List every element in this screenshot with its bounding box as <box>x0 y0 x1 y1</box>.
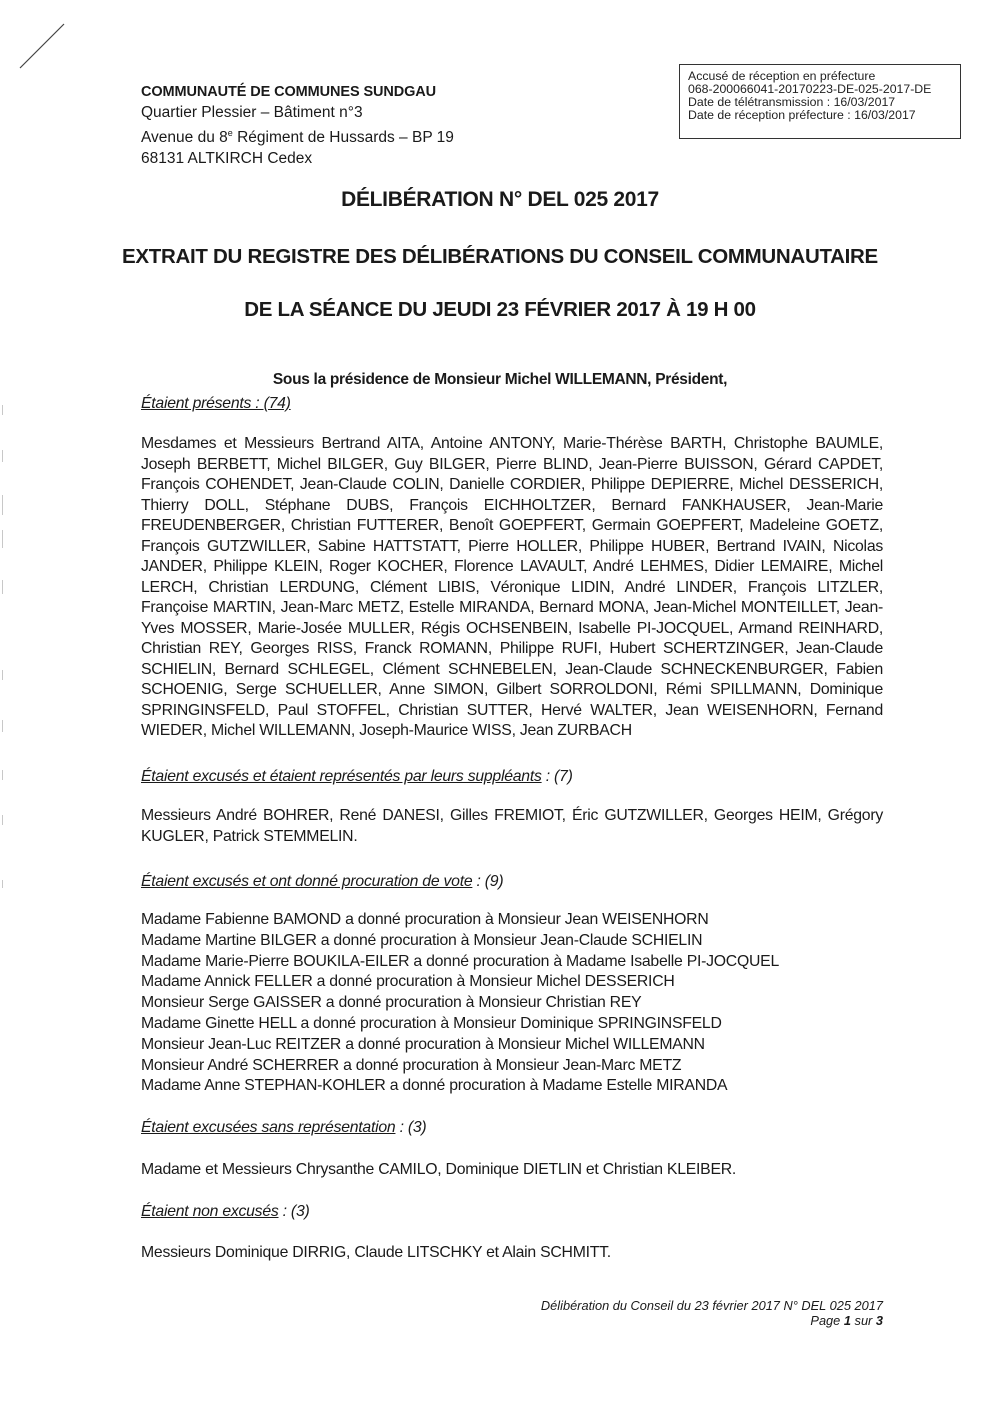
scan-artifacts <box>0 350 10 950</box>
substitutes-count: : (7) <box>541 768 573 785</box>
present-members-list: Mesdames et Messieurs Bertrand AITA, Antoine ANTONY, Marie-Thérèse BARTH, Christophe BAUMLE, Joseph BERBETT, Michel BILGER, Guy BILGER, Pierre BLIND, Jean-Pierre BUISSON, Gérard CAPDET, François COHENDET, Jean-Claude COLIN, Danielle CORDIER, Philippe DEPIERRE, Michel DESSERICH, Thierry DOLL, Stéphane DUBS, François EICHHOLTZER, Bernard FANKHAUSER, Jean-Marie FREUDENBERGER, Christian FUTTERER, Benoît GOEPFERT, Germain GOEPFERT, Madeleine GOETZ, François GUTZWILLER, Sabine HATTSTATT, Pierre HOLLER, Philippe HUBER, Bertrand IVAIN, Nicolas JANDER, Philippe KLEIN, Roger KOCHER, Florence LAVAULT, André LEHMES, Didier LEMAIRE, Michel LERCH, Christian LERDUNG, Clément LIBIS, Véronique LIDIN, André LINDER, François LITZLER, Françoise MARTIN, Jean-Marc METZ, Estelle MIRANDA, Bernard MONA, Jean-Michel MONTEILLET, Jean-Yves MOSSER, Marie-Josée MULLER, Régis OCHSENBEIN, Isabelle PI-JOCQUEL, Armand REINHARD, Christian REY, Georges RISS, Franck ROMANN, Philippe RUFI, Hubert SCHERTZINGER, Jean-Claude SCHIELIN, Bernard SCHLEGEL, Clément SCHNEBELEN, Jean-Claude SCHNECKENBURGER, Fabien SCHOENIG, Serge SCHUELLER, Anne SIMON, Gilbert SORROLDONI, Rémi SPILLMANN, Dominique SPRINGINSFELD, Paul STOFFEL, Christian SUTTER, Hervé WALTER, Jean WEISENHORN, Fernand WIEDER, Michel WILLEMANN, Joseph-Maurice WISS, Jean ZURBACH <box>141 435 883 739</box>
section-not-excused-heading <box>141 1202 883 1223</box>
stamp-reference-number: 068-200066041-20170223-DE-025-2017-DE <box>688 82 932 96</box>
address-ordinal-superscript: e <box>227 128 233 138</box>
excused-no-rep-list: Madame et Messieurs Chrysanthe CAMILO, Dominique DIETLIN et Christian KLEIBER. <box>141 1161 737 1178</box>
proxy-item: Monsieur André SCHERRER a donné procuration à Monsieur Jean-Marc METZ <box>141 1056 682 1074</box>
prefecture-receipt-stamp <box>679 64 961 139</box>
stamp-transmission-date: Date de télétransmission : 16/03/2017 <box>688 95 896 109</box>
organization-address-block <box>141 82 454 169</box>
footer-reference: Délibération du Conseil du 23 février 2017 N° DEL 025 2017 <box>540 1298 883 1313</box>
proxy-item: Madame Fabienne BAMOND a donné procuration à Monsieur Jean WEISENHORN <box>141 911 709 928</box>
proxy-item: Madame Annick FELLER a donné procuration à Monsieur Michel DESSERICH <box>141 973 675 991</box>
not-excused-list: Messieurs Dominique DIRRIG, Claude LITSCHKY et Alain SCHMITT. <box>141 1244 611 1261</box>
pen-stroke-mark <box>18 22 66 70</box>
page-current: 1 <box>843 1313 851 1328</box>
address-line-2-end: Régiment de Hussards – BP 19 <box>232 129 454 147</box>
not-excused-count: : (3) <box>278 1203 310 1220</box>
presidency-line: Sous la présidence de Monsieur Michel WILLEMANN, Président, <box>272 371 728 388</box>
proxy-item: Monsieur Serge GAISSER a donné procuration à Monsieur Christian REY <box>141 994 642 1012</box>
address-line-1: Quartier Plessier – Bâtiment n°3 <box>141 103 363 121</box>
not-excused-heading: Étaient non excusés <box>141 1203 279 1220</box>
excused-no-rep-count: : (3) <box>395 1119 427 1136</box>
proxy-item: Madame Marie-Pierre BOUKILA-EILER a donné procuration à Madame Isabelle PI-JOCQUEL <box>141 952 779 970</box>
excused-no-rep-heading: Étaient excusées sans représentation <box>141 1119 396 1136</box>
proxy-item: Madame Anne STEPHAN-KOHLER a donné procuration à Madame Estelle MIRANDA <box>141 1077 728 1095</box>
address-line-2 <box>141 123 454 149</box>
section-present-heading <box>141 394 883 415</box>
register-extract-title: EXTRAIT DU REGISTRE DES DÉLIBÉRATIONS DU CONSEIL COMMUNAUTAIRE <box>122 245 878 268</box>
deliberation-number-title: DÉLIBÉRATION N° DEL 025 2017 <box>341 188 659 211</box>
section-substitutes-heading <box>141 767 883 788</box>
page-footer <box>541 1298 883 1328</box>
stamp-reception-date: Date de réception préfecture : 16/03/2017 <box>688 108 916 122</box>
address-line-2-start: Avenue du 8 <box>141 129 228 147</box>
proxies-count: : (9) <box>472 873 504 890</box>
page-of-label: sur <box>850 1313 876 1328</box>
proxies-list <box>141 910 883 1097</box>
page-total: 3 <box>875 1313 883 1328</box>
proxy-item: Madame Martine BILGER a donné procuration à Monsieur Jean-Claude SCHIELIN <box>141 931 703 949</box>
page-label: Page <box>810 1313 844 1328</box>
organization-name: COMMUNAUTÉ DE COMMUNES SUNDGAU <box>141 84 437 100</box>
section-proxies-heading <box>141 872 883 893</box>
proxy-item: Monsieur Jean-Luc REITZER a donné procuration à Monsieur Michel WILLEMANN <box>141 1035 705 1053</box>
proxies-heading: Étaient excusés et ont donné procuration de vote <box>141 873 473 890</box>
present-heading: Étaient présents : (74) <box>141 395 291 412</box>
substitutes-list: Messieurs André BOHRER, René DANESI, Gilles FREMIOT, Éric GUTZWILLER, Georges HEIM, Grégory KUGLER, Patrick STEMMELIN. <box>141 807 883 845</box>
session-date-title: DE LA SÉANCE DU JEUDI 23 FÉVRIER 2017 À 19 H 00 <box>244 298 756 321</box>
stamp-line-1: Accusé de réception en préfecture <box>688 69 876 83</box>
proxy-item: Madame Ginette HELL a donné procuration à Monsieur Dominique SPRINGINSFELD <box>141 1014 722 1032</box>
address-line-3: 68131 ALTKIRCH Cedex <box>141 149 313 167</box>
substitutes-heading: Étaient excusés et étaient représentés par leurs suppléants <box>141 768 542 785</box>
section-excused-heading <box>141 1118 883 1139</box>
page-number <box>541 1313 883 1328</box>
